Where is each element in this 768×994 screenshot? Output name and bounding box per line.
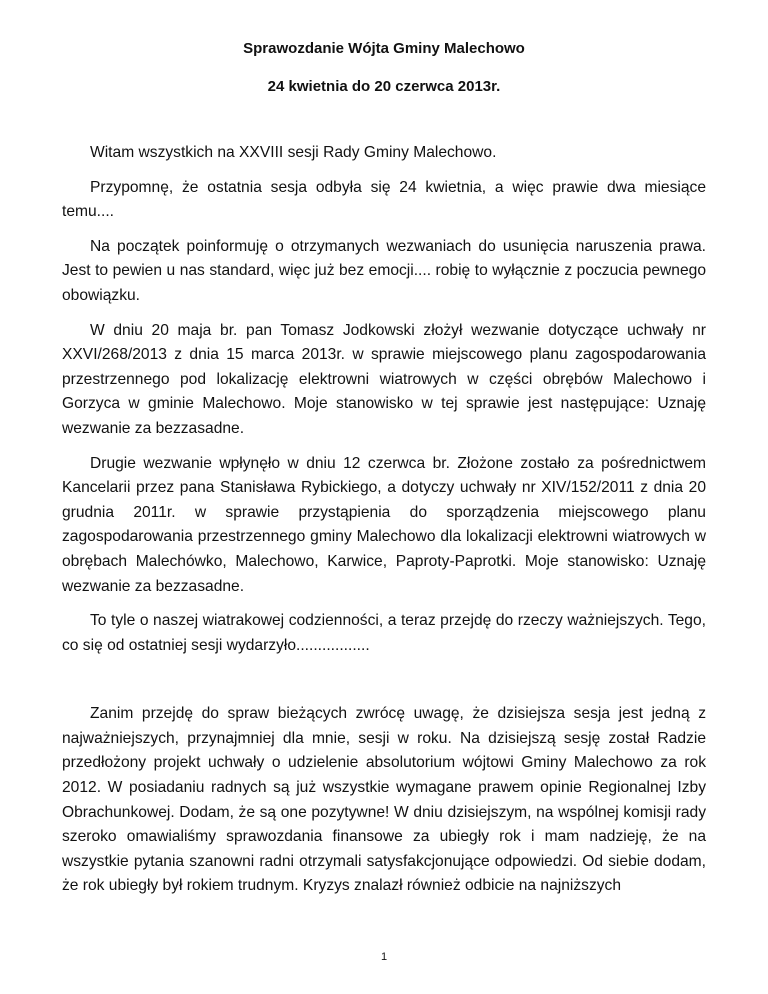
paragraph-last-session: Przypomnę, że ostatnia sesja odbyła się 24 kwietnia, a więc prawie dwa miesiące temu.... xyxy=(62,178,706,221)
paragraph-greeting: Witam wszystkich na XXVIII sesji Rady Gminy Malechowo. xyxy=(90,144,497,161)
document-body xyxy=(62,141,706,899)
document-title: Sprawozdanie Wójta Gminy Malechowo xyxy=(243,40,525,57)
document-subtitle: 24 kwietnia do 20 czerwca 2013r. xyxy=(267,78,501,95)
paragraph-first-notice: W dniu 20 maja br. pan Tomasz Jodkowski złożył wezwanie dotyczące uchwały nr XXVI/268/2013 z dnia 15 marca 2013r. w sprawie miejscowego planu zagospodarowania przestrzennego pod lokalizację elektrowni wiatrowych w części obrębów Malechowo i Gorzyca w gminie Malechowo. Moje stanowisko w tej sprawie jest następujące: Uznaję wezwanie za bezzasadne. xyxy=(62,321,706,437)
paragraph-spacer xyxy=(62,668,706,702)
paragraph-second-notice: Drugie wezwanie wpłynęło w dniu 12 czerwca br. Złożone zostało za pośrednictwem Kancelarii przez pana Stanisława Rybickiego, a dotyczy uchwały nr XIV/152/2011 z dnia 20 grudnia 2011r. w sprawie przystąpienia do sporządzenia miejscowego planu zagospodarowania przestrzennego gminy Malechowo dla lokalizacji elektrowni wiatrowych w obrębach Malechówko, Malechowo, Karwice, Paproty-Paprotki. Moje stanowisko: Uznaję wezwanie za bezzasadne. xyxy=(62,454,706,595)
paragraph-transition: To tyle o naszej wiatrakowej codzienności, a teraz przejdę do rzeczy ważniejszych. Tego, co się od ostatniej sesji wydarzyło................. xyxy=(62,612,706,654)
paragraph-notices-intro: Na początek poinformuję o otrzymanych wezwaniach do usunięcia naruszenia prawa. Jest to pewien u nas standard, więc już bez emocji.... robię to wyłącznie z poczucia pewnego obowiązku. xyxy=(62,237,706,304)
page-number: 1 xyxy=(380,951,388,963)
paragraph-absolutorium: Zanim przejdę do spraw bieżących zwrócę uwagę, że dzisiejsza sesja jest jedną z najważniejszych, przynajmniej dla mnie, sesji w roku. Na dzisiejszą sesję został Radzie przedłożony projekt uchwały o udzielenie absolutorium wójtowi Gminy Malechowo za rok 2012. W posiadaniu radnych są już wszystkie wymagane prawem opinie Regionalnej Izby Obrachunkowej. Dodam, że są one pozytywne! W dniu dzisiejszym, na wspólnej komisji rady szeroko omawialiśmy sprawozdania finansowe za ubiegły rok i mam nadzieję, że na wszystkie pytania szanowni radni otrzymali satysfakcjonujące odpowiedzi. Od siebie dodam, że rok ubiegły był rokiem trudnym. Kryzys znalazł również odbicie na najniższych xyxy=(62,705,706,895)
